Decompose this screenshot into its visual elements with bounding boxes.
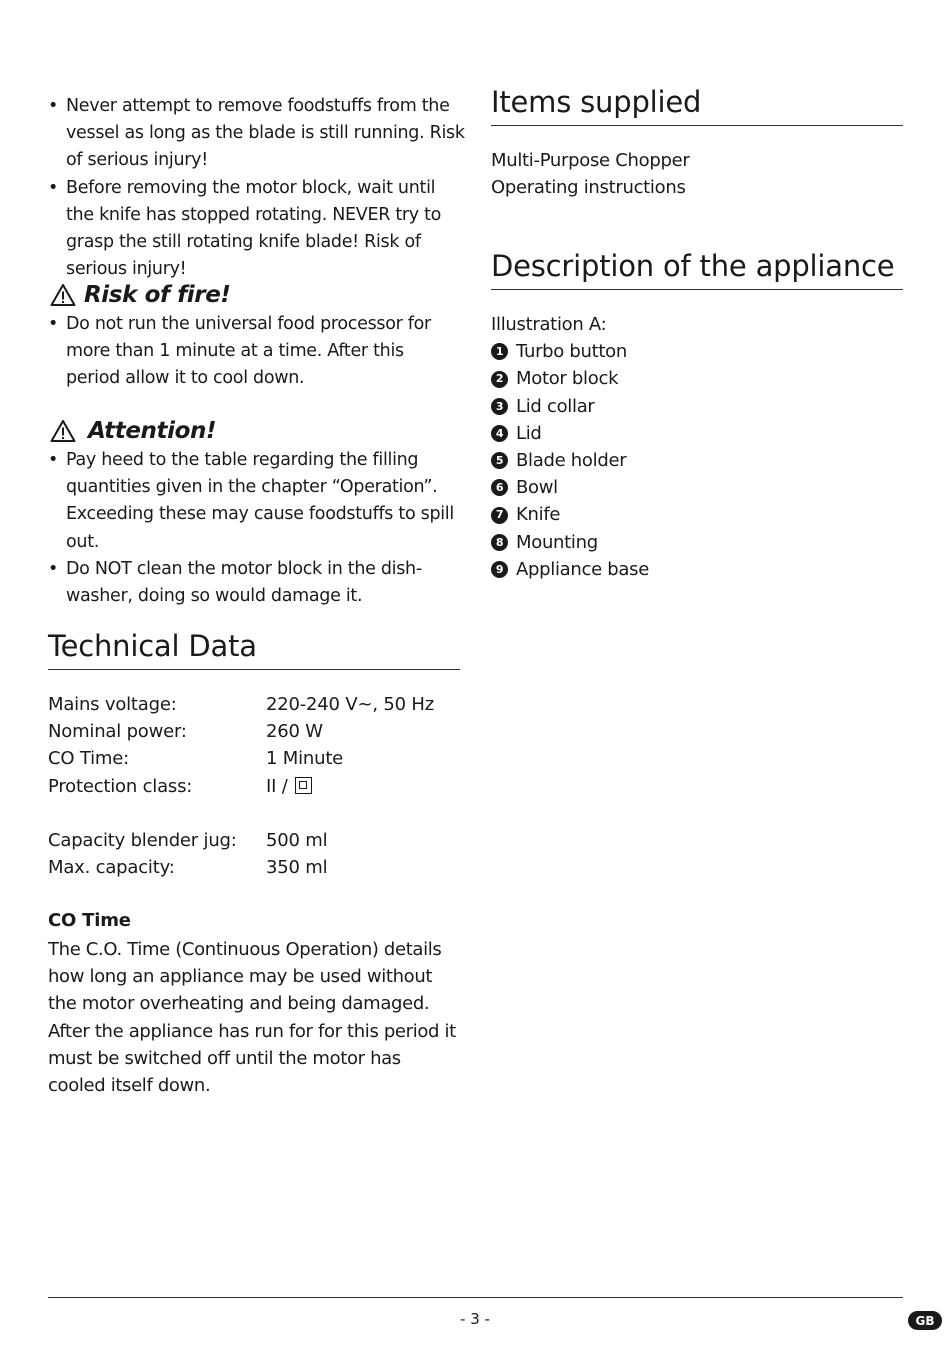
spec-value: 500 ml [266,830,328,851]
items-supplied-heading: Items supplied [491,84,903,126]
warning-triangle-icon [50,283,76,307]
safety-bullets [48,93,468,283]
spec-value-protection [266,773,434,800]
spec-label: Max. capacity: [48,857,175,879]
bullet-item: • Never attempt to remove foodstuffs from the vessel as long as the blade is still running. Risk of serious injury! [48,93,468,175]
list-item [491,501,649,528]
number-badge: 4 [491,425,508,442]
technical-data-table [48,691,434,800]
list-item [491,338,649,365]
number-badge: 5 [491,452,508,469]
illustration-text: Illustration A: [491,314,607,335]
capacity-table [48,827,327,881]
table-row [48,745,434,772]
spec-value: 1 Minute [266,748,344,770]
number-badge: 1 [491,343,508,360]
table-row [48,854,327,881]
spec-value: 260 W [266,721,323,743]
part-label: Blade holder [516,450,627,472]
part-label: Mounting [516,531,598,553]
part-label: Motor block [516,368,619,390]
list-item: Multi-Purpose Chopper [491,150,690,171]
number-badge: 3 [491,398,508,415]
list-item [491,447,649,474]
bullet-item: • Do not run the universal food processor for more than 1 minute at a time. After this period allow it to cool down. [48,311,460,393]
bullet-item: • Before removing the motor block, wait until the knife has stopped rotating. NEVER try to grasp the still rotating knife blade! Risk of serious injury! [48,175,468,284]
list-item [491,365,649,392]
co-time-description: The C.O. Time (Continuous Operation) details how long an appliance may be used without the motor overheating and being damaged. After the appliance has run for for this period it must be switched off until the motor has cooled itself down. [48,939,456,1097]
technical-data-heading: Technical Data [48,628,460,670]
spec-value: 350 ml [266,857,328,879]
protection-class-ii-icon [295,777,312,794]
language-badge: GB [908,1311,942,1330]
table-row [48,827,327,854]
part-label: Appliance base [516,558,650,580]
items-supplied-list [491,147,689,201]
protection-class-value: II / [266,775,288,797]
warning-triangle-icon [50,419,76,443]
number-badge: 7 [491,507,508,524]
attention-bullets [48,447,460,610]
attention-title: Attention! [88,418,217,444]
part-label: Bowl [516,477,558,499]
parts-list [491,311,649,583]
number-badge: 9 [491,561,508,578]
spec-label: CO Time: [48,748,129,770]
list-item: Operating instructions [491,177,686,199]
spec-label: Capacity blender jug: [48,830,237,851]
attention-heading [50,418,216,444]
fire-warning-title: Risk of fire! [84,282,231,308]
list-item [491,420,649,447]
spec-value: 220-240 V~, 50 Hz [266,694,434,715]
bullet-item: • Pay heed to the table regarding the filling quantities given in the chapter “Operation”. Exceeding these may cause foodstuffs to spill out. [48,447,460,556]
page-number: - 3 - [460,1310,490,1328]
number-badge: 2 [491,371,508,388]
spec-label: Nominal power: [48,721,187,743]
footer-divider [48,1297,903,1298]
list-item [491,474,649,501]
illustration-label [491,311,649,338]
spec-label: Protection class: [48,775,193,797]
list-item [491,393,649,420]
table-row [48,773,434,800]
part-label: Lid [516,422,542,444]
description-heading: Description of the appliance [491,248,903,290]
table-row [48,718,434,745]
list-item [491,529,649,556]
spec-label: Mains voltage: [48,694,177,715]
number-badge: 8 [491,534,508,551]
fire-warning-heading [50,282,231,308]
part-label: Knife [516,504,561,526]
fire-bullets [48,311,460,393]
list-item [491,556,649,583]
co-time-heading: CO Time [48,910,131,931]
number-badge: 6 [491,479,508,496]
bullet-item: • Do NOT clean the motor block in the dish-washer, doing so would damage it. [48,556,460,610]
part-label: Turbo button [516,341,628,363]
part-label: Lid collar [516,395,595,417]
table-row [48,691,434,718]
